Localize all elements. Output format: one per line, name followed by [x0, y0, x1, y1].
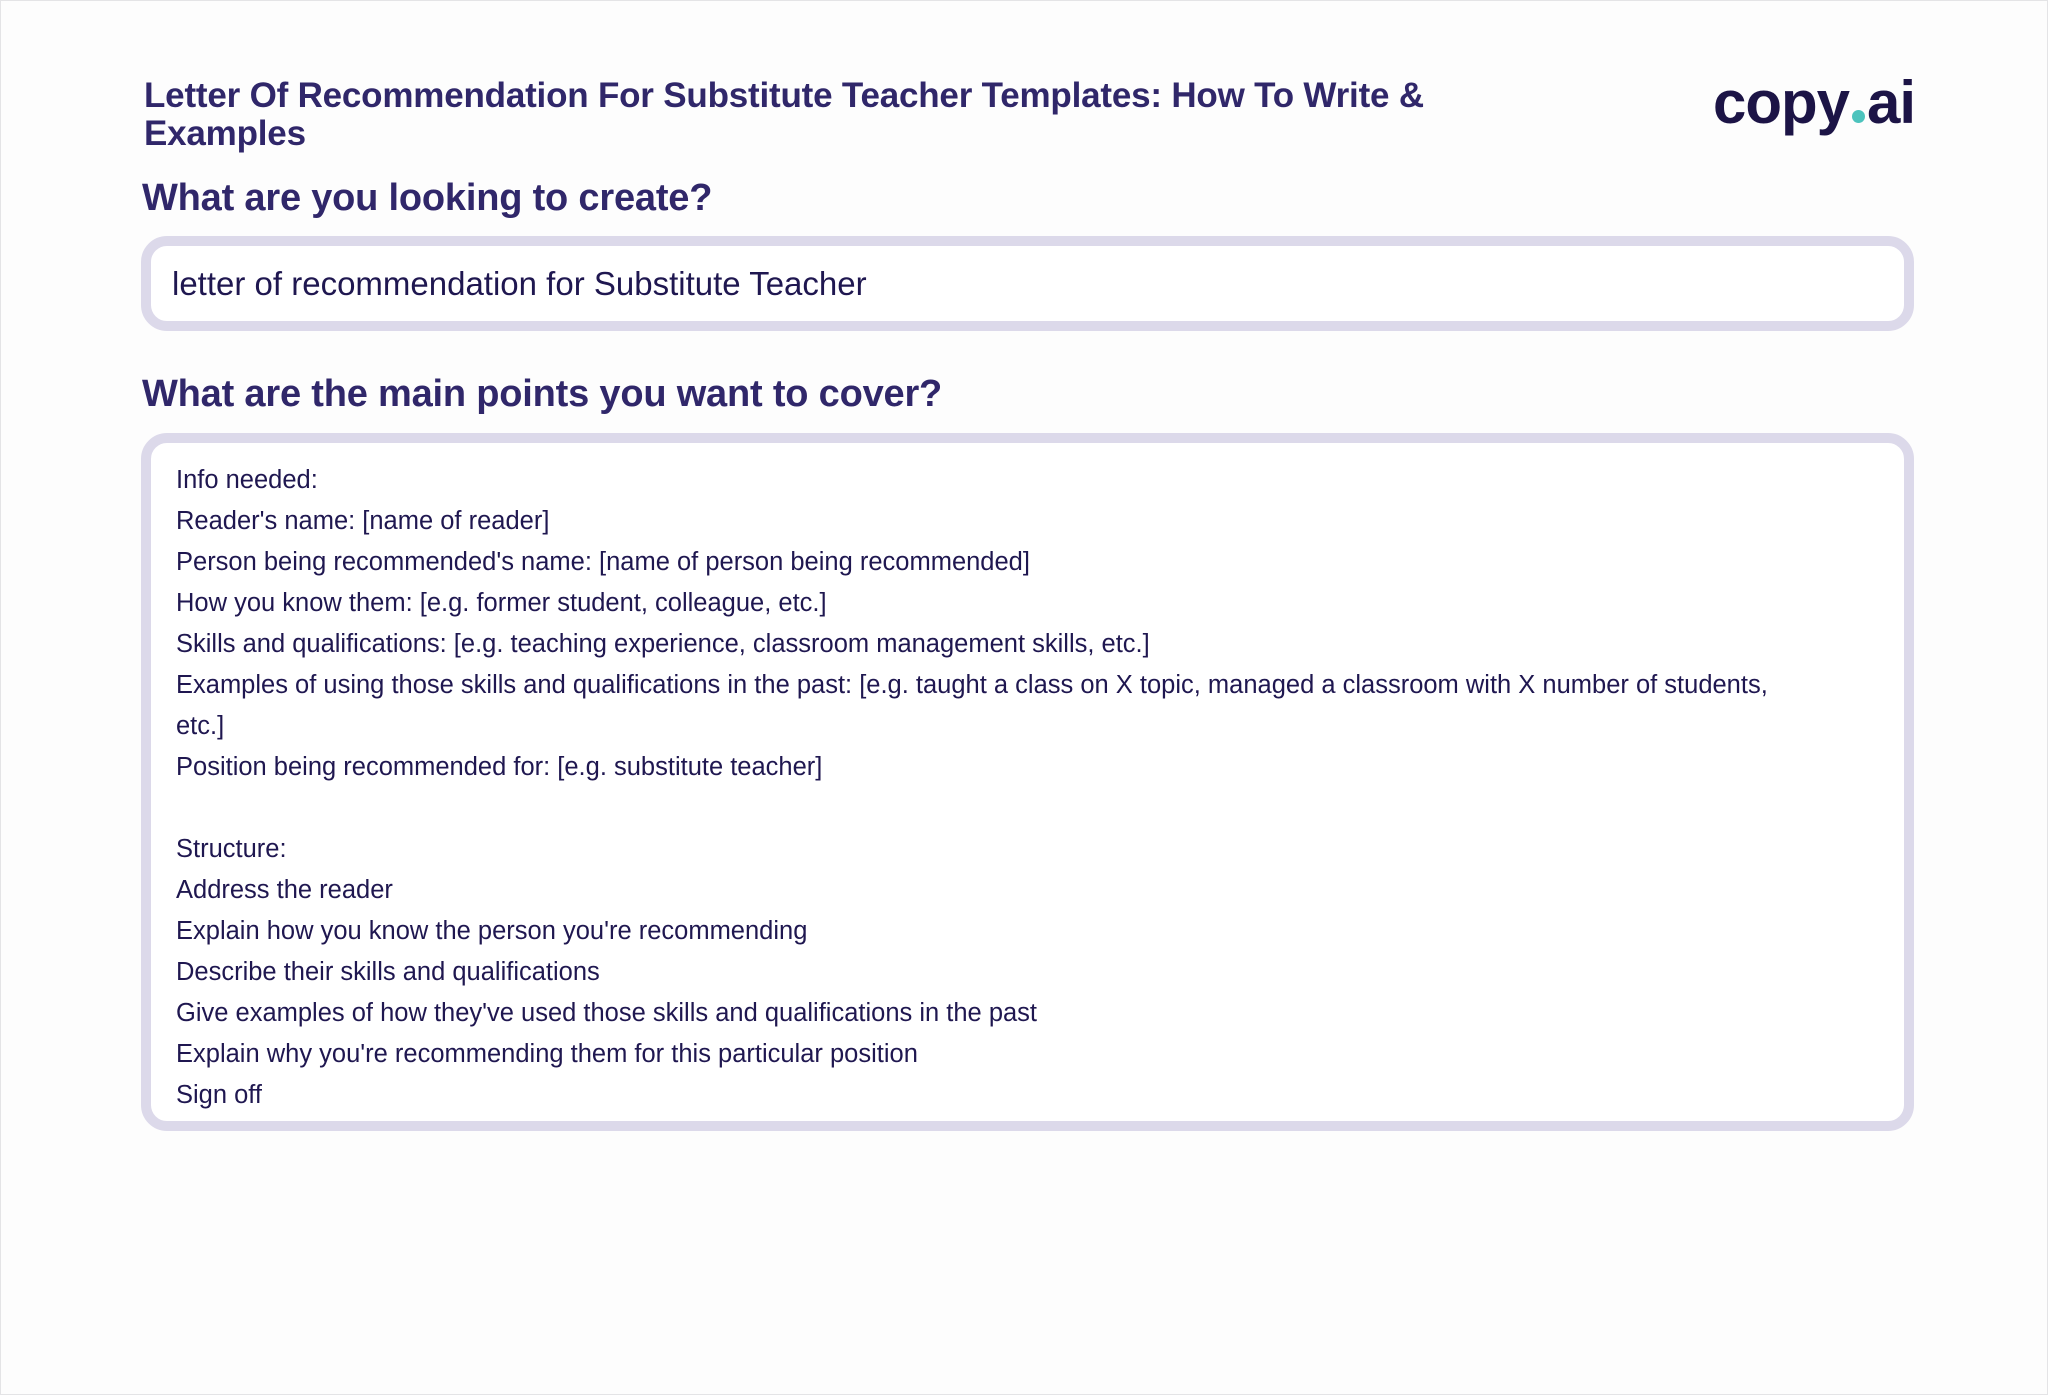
- textarea-line: Describe their skills and qualifications: [176, 958, 600, 986]
- create-input[interactable]: [141, 236, 1914, 331]
- textarea-line: etc.]: [176, 712, 225, 740]
- points-textarea[interactable]: [141, 433, 1914, 1131]
- page-title-line-2: Examples: [144, 114, 306, 153]
- textarea-blank-line: [176, 788, 1884, 829]
- page-title: [144, 77, 1544, 153]
- points-heading: What are the main points you want to cover?: [142, 373, 943, 415]
- textarea-line: Reader's name: [name of reader]: [176, 507, 550, 535]
- textarea-line: Explain why you're recommending them for this particular position: [176, 1040, 918, 1068]
- textarea-line: Give examples of how they've used those skills and qualifications in the past: [176, 999, 1038, 1027]
- textarea-line: Person being recommended's name: [name of person being recommended]: [176, 548, 1030, 576]
- textarea-line: Examples of using those skills and qualifications in the past: [e.g. taught a class on X topic, managed a classroom with X number of students,: [176, 671, 1768, 699]
- copy-ai-logo: [1713, 67, 1915, 139]
- textarea-line: Info needed:: [176, 466, 318, 494]
- textarea-line: Position being recommended for: [e.g. substitute teacher]: [176, 753, 823, 781]
- create-input-value[interactable]: letter of recommendation for Substitute Teacher: [172, 264, 867, 302]
- page-title-line-1: Letter Of Recommendation For Substitute Teacher Templates: How To Write &: [144, 76, 1424, 115]
- textarea-line: How you know them: [e.g. former student, colleague, etc.]: [176, 589, 827, 617]
- textarea-line: Skills and qualifications: [e.g. teaching experience, classroom management skills, etc.]: [176, 630, 1150, 658]
- logo-dot-icon: [1852, 110, 1865, 123]
- textarea-line: Sign off: [176, 1081, 263, 1109]
- logo-text-copy: copy: [1713, 69, 1850, 136]
- textarea-line: Address the reader: [176, 876, 393, 904]
- textarea-line: Explain how you know the person you're recommending: [176, 917, 808, 945]
- logo-text-ai: ai: [1867, 69, 1916, 136]
- textarea-line: Structure:: [176, 835, 287, 863]
- create-heading: What are you looking to create?: [142, 177, 713, 219]
